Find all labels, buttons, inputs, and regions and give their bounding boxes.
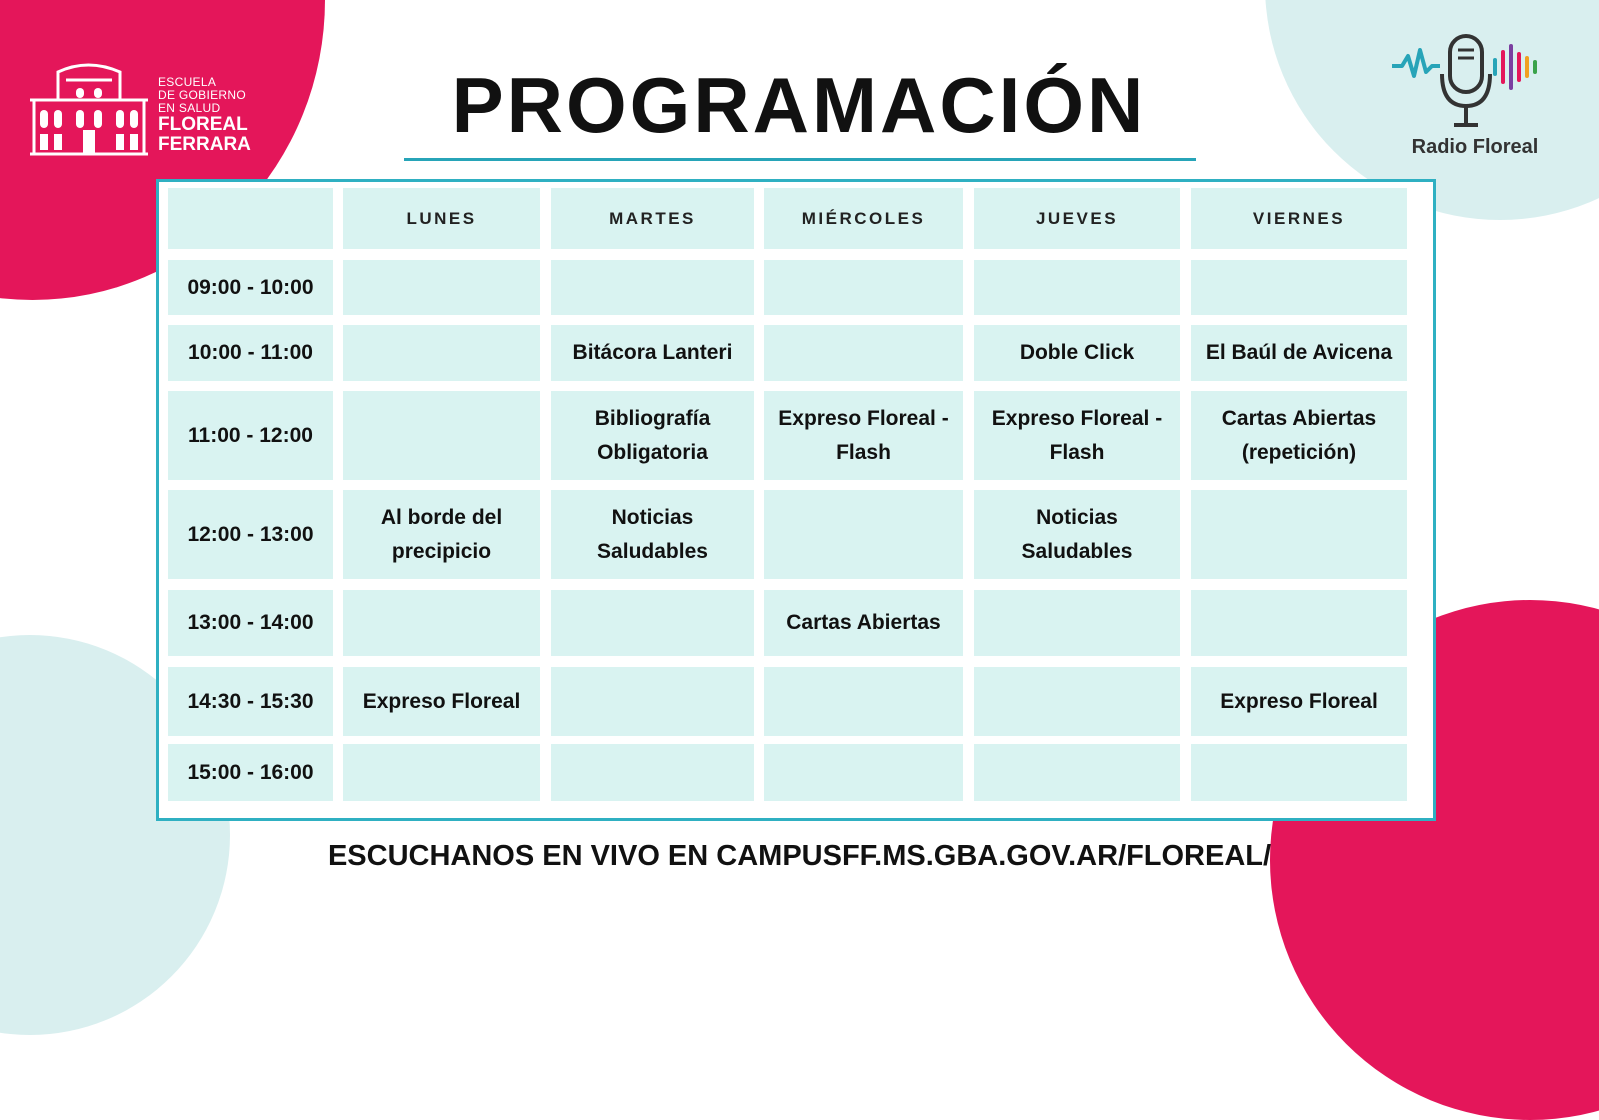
program-cell: Expreso Floreal - Flash <box>974 391 1180 480</box>
empty-cell <box>551 590 754 656</box>
empty-cell <box>343 325 540 381</box>
empty-cell <box>343 260 540 315</box>
footer-url: ESCUCHANOS EN VIVO EN CAMPUSFF.MS.GBA.GOV.AR/FLOREAL/ <box>327 840 1272 872</box>
empty-cell <box>551 667 754 736</box>
time-slot-label: 10:00 - 11:00 <box>168 325 333 381</box>
school-name-line: ESCUELA <box>158 75 217 89</box>
empty-cell <box>551 744 754 801</box>
empty-cell <box>1191 490 1407 579</box>
empty-cell <box>551 260 754 315</box>
school-name-line: DE GOBIERNO <box>158 88 246 102</box>
day-header: LUNES <box>343 188 540 249</box>
time-slot-label: 15:00 - 16:00 <box>168 744 333 801</box>
program-cell: Expreso Floreal <box>343 667 540 736</box>
empty-cell <box>974 590 1180 656</box>
program-cell: Cartas Abiertas (repetición) <box>1191 391 1407 480</box>
radio-name: Radio Floreal <box>1411 136 1539 158</box>
school-name <box>158 76 251 155</box>
empty-cell <box>764 667 963 736</box>
empty-cell <box>974 744 1180 801</box>
school-name-line: EN SALUD <box>158 101 221 115</box>
radio-logo <box>1392 28 1547 168</box>
time-slot-label: 12:00 - 13:00 <box>168 490 333 579</box>
time-slot-label: 14:30 - 15:30 <box>168 667 333 736</box>
empty-cell <box>343 744 540 801</box>
program-cell: Al borde del precipicio <box>343 490 540 579</box>
program-cell: Bibliografía Obligatoria <box>551 391 754 480</box>
empty-cell <box>764 325 963 381</box>
program-cell: El Baúl de Avicena <box>1191 325 1407 381</box>
day-header: MIÉRCOLES <box>764 188 963 249</box>
day-header: JUEVES <box>974 188 1180 249</box>
building-icon <box>28 60 148 158</box>
school-logo <box>28 60 268 160</box>
time-slot-label: 13:00 - 14:00 <box>168 590 333 656</box>
schedule-table <box>156 179 1436 821</box>
program-cell: Expreso Floreal - Flash <box>764 391 963 480</box>
header-corner-cell <box>168 188 333 249</box>
empty-cell <box>764 744 963 801</box>
page-title: PROGRAMACIÓN <box>451 61 1147 149</box>
empty-cell <box>1191 260 1407 315</box>
empty-cell <box>1191 590 1407 656</box>
title-underline <box>404 158 1196 161</box>
program-cell: Doble Click <box>974 325 1180 381</box>
time-slot-label: 09:00 - 10:00 <box>168 260 333 315</box>
school-name-line: FLOREAL <box>158 114 248 135</box>
school-name-line: FERRARA <box>158 134 251 155</box>
empty-cell <box>1191 744 1407 801</box>
empty-cell <box>764 260 963 315</box>
time-slot-label: 11:00 - 12:00 <box>168 391 333 480</box>
empty-cell <box>343 391 540 480</box>
day-header: MARTES <box>551 188 754 249</box>
empty-cell <box>974 260 1180 315</box>
day-header: VIERNES <box>1191 188 1407 249</box>
program-cell: Cartas Abiertas <box>764 590 963 656</box>
program-cell: Expreso Floreal <box>1191 667 1407 736</box>
program-cell: Noticias Saludables <box>974 490 1180 579</box>
empty-cell <box>764 490 963 579</box>
empty-cell <box>343 590 540 656</box>
program-cell: Bitácora Lanteri <box>551 325 754 381</box>
program-cell: Noticias Saludables <box>551 490 754 579</box>
microphone-soundwave-icon <box>1392 28 1542 133</box>
empty-cell <box>974 667 1180 736</box>
